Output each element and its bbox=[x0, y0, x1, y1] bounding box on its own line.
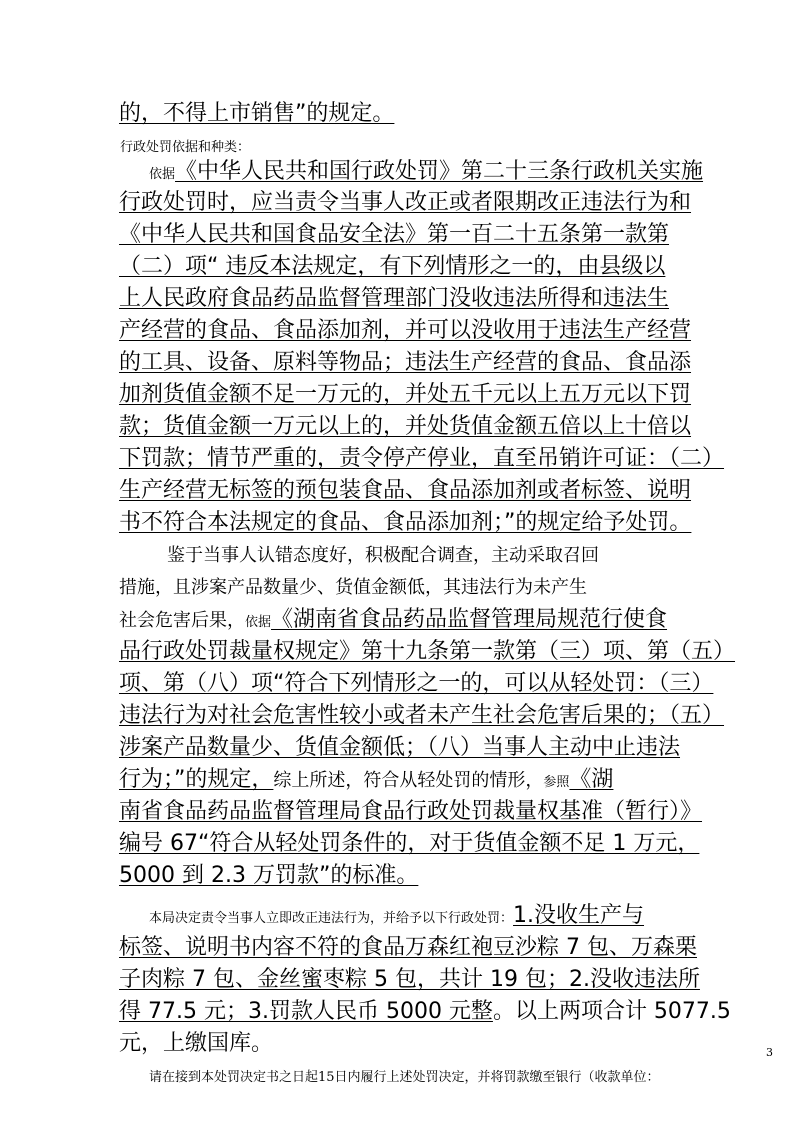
underlined-text: 上人民政府食品药品监督管理部门没收违法所得和违法生 bbox=[119, 286, 670, 311]
underlined-text: 《中华人民共和国食品安全法》第一百二十五条第一款第 bbox=[119, 222, 670, 247]
underlined-text: 《湖南省食品药品监督管理局规范行使食 bbox=[271, 607, 668, 632]
underlined-text: 项、第（八）项“符合下列情形之一的，可以从轻处罚：（三） bbox=[119, 671, 714, 696]
underlined-text: 书不符合本法规定的食品、食品添加剂；”的规定给予处罚。 bbox=[119, 510, 692, 535]
plain-text: 社会危害后果， bbox=[119, 610, 245, 631]
underlined-text: 《中华人民共和国行政处罚》第二十三条行政机关实施 bbox=[175, 159, 704, 184]
text-line bbox=[119, 937, 697, 959]
underlined-text: 下罚款；情节严重的，责令停产停业，直至吊销许可证：（二） bbox=[119, 446, 725, 471]
text-line bbox=[149, 905, 644, 927]
lead-word: 参照 bbox=[543, 775, 570, 790]
underlined-text: （二）项“ 违反本法规定，有下列情形之一的，由县级以 bbox=[119, 254, 666, 279]
underlined-text: 1.没收生产与 bbox=[513, 903, 645, 928]
payment-instruction bbox=[149, 1071, 660, 1084]
basis-lead: 依据 bbox=[149, 167, 176, 182]
underlined-text: 得 77.5 元；3.罚款人民币 5000 元整 bbox=[119, 999, 493, 1024]
underlined-text: 的工具、设备、原料等物品；违法生产经营的食品、食品添 bbox=[119, 350, 692, 375]
text-line bbox=[119, 801, 702, 823]
text-line bbox=[149, 161, 703, 183]
text-line bbox=[119, 256, 665, 278]
text-line bbox=[119, 512, 691, 534]
text-line bbox=[119, 705, 724, 727]
basis-heading: 行政处罚依据和种类： bbox=[120, 140, 251, 155]
decision-lead: 本局决定责令当事人立即改正违法行为，并给予以下行政处罚： bbox=[149, 911, 514, 926]
page-number: 3 bbox=[766, 1046, 773, 1059]
text-line bbox=[119, 865, 418, 887]
text-line bbox=[167, 547, 599, 565]
text-line bbox=[119, 192, 691, 214]
underlined-text: 款；货值金额一万元以上的，并处货值金额五倍以上十倍以 bbox=[119, 414, 692, 439]
underlined-text: 品行政处罚裁量权规定》第十九条第一款第（三）项、第（五） bbox=[119, 639, 736, 664]
section-heading bbox=[120, 141, 250, 154]
text-line bbox=[119, 579, 587, 597]
underlined-text: 涉案产品数量少、货值金额低；（八）当事人主动中止违法 bbox=[119, 735, 681, 760]
plain-text: 。以上两项合计 5077.5 bbox=[492, 999, 731, 1024]
text-line bbox=[119, 384, 691, 406]
underlined-text: 南省食品药品监督管理局食品行政处罚裁量权基准（暂行）》 bbox=[119, 799, 703, 824]
lead-word: 依据 bbox=[245, 615, 272, 630]
underlined-text: 生产经营无标签的预包装食品、食品添加剂或者标签、说明 bbox=[119, 478, 692, 503]
text-line bbox=[119, 833, 699, 855]
underlined-text: 产经营的食品、食品添加剂，并可以没收用于违法生产经营 bbox=[119, 318, 692, 343]
text-line bbox=[119, 769, 613, 791]
text-line bbox=[119, 320, 691, 342]
text-line bbox=[119, 1033, 273, 1055]
text-line bbox=[119, 641, 735, 663]
underlined-text: 加剂货值金额不足一万元的，并处五千元以上五万元以下罚 bbox=[119, 382, 692, 407]
plain-text: 综上所述，符合从轻处罚的情形， bbox=[273, 770, 544, 791]
text-line bbox=[119, 737, 680, 759]
underlined-text: 编号 67“符合从轻处罚条件的，对于货值金额不足 1 万元， bbox=[119, 831, 700, 856]
text-line bbox=[119, 969, 700, 991]
payment-text: 请在接到本处罚决定书之日起15日内履行上述处罚决定，并将罚款缴至银行（收款单位： bbox=[149, 1070, 660, 1085]
underlined-text: 行政处罚时，应当责令当事人改正或者限期改正违法行为和 bbox=[119, 190, 692, 215]
text-line bbox=[119, 448, 724, 470]
text-line bbox=[119, 103, 394, 125]
text-line bbox=[119, 416, 691, 438]
underlined-text: 违法行为对社会危害性较小或者未产生社会危害后果的；（五） bbox=[119, 703, 725, 728]
text-line bbox=[119, 673, 713, 695]
underlined-text: 子肉粽 7 包、金丝蜜枣粽 5 包，共计 19 包；2.没收违法所 bbox=[119, 967, 700, 992]
underlined-text: 标签、说明书内容不符的食品万森红袍豆沙粽 7 包、万森栗 bbox=[119, 935, 697, 960]
plain-text: 措施，且涉案产品数量少、货值金额低，其违法行为未产生 bbox=[119, 577, 587, 598]
text-line bbox=[119, 288, 669, 310]
underlined-text: 行为；”的规定， bbox=[119, 767, 274, 792]
text-line bbox=[119, 352, 691, 374]
text-line bbox=[119, 480, 691, 502]
text-line bbox=[119, 609, 667, 631]
underlined-text: 《湖 bbox=[569, 767, 614, 792]
plain-text: 鉴于当事人认错态度好，积极配合调查，主动采取召回 bbox=[167, 545, 599, 566]
text-line bbox=[119, 224, 669, 246]
underlined-text: 5000 到 2.3 万罚款”的标准。 bbox=[119, 863, 419, 888]
text-line bbox=[119, 1001, 731, 1023]
plain-text: 元，上缴国库。 bbox=[119, 1031, 274, 1056]
underlined-text: 的，不得上市销售”的规定。 bbox=[119, 101, 395, 126]
